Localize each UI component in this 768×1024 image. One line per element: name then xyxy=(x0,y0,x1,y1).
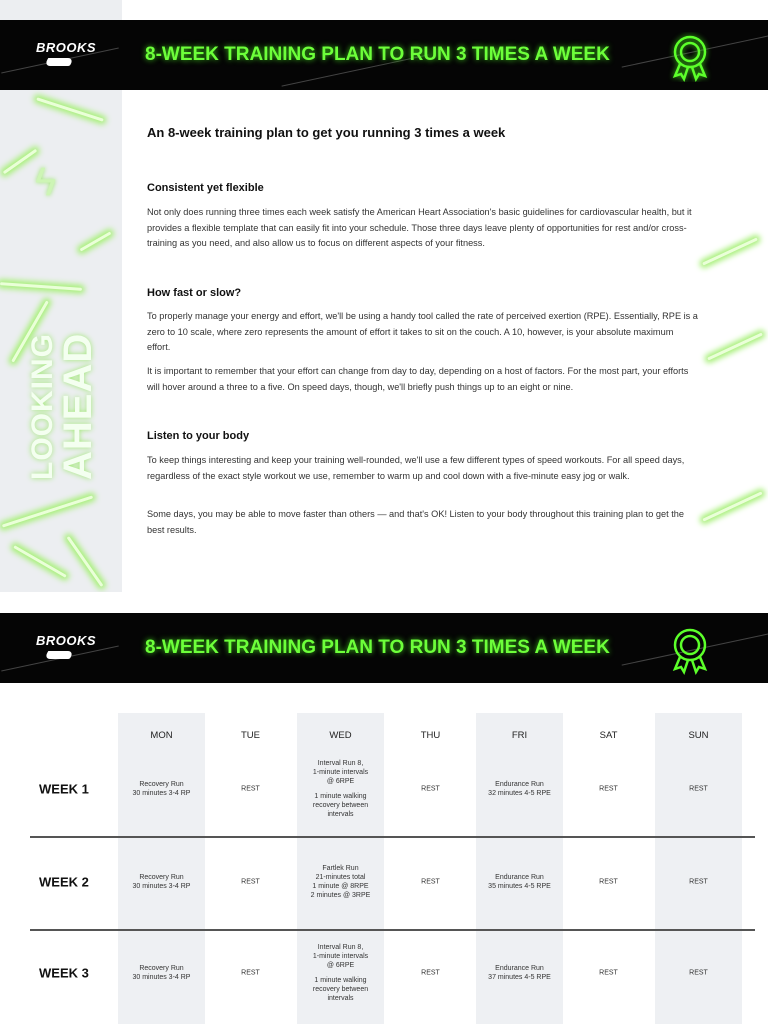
plan-cell xyxy=(118,964,205,982)
cell-line: Endurance Run xyxy=(495,965,544,972)
section-heading: How fast or slow? xyxy=(147,287,242,299)
plan-cell xyxy=(207,878,294,887)
cell-line: REST xyxy=(241,785,260,793)
cell-line: REST xyxy=(689,785,708,793)
day-header: FRI xyxy=(511,730,528,741)
training-plan-table xyxy=(0,683,768,1024)
row-divider xyxy=(30,929,755,931)
plan-cell xyxy=(476,873,563,891)
brooks-logo xyxy=(36,633,96,659)
cell-line: REST xyxy=(599,878,618,886)
day-header: THU xyxy=(420,730,441,741)
week-label: WEEK 1 xyxy=(39,781,89,797)
cell-line: 1 minute walking xyxy=(314,793,367,800)
cell-line: 30 minutes 3-4 RP xyxy=(132,790,191,797)
plan-cell xyxy=(655,969,742,978)
cell-line: 1-minute intervals xyxy=(312,953,369,960)
cell-line: REST xyxy=(689,878,708,886)
cell-line: Endurance Run xyxy=(495,781,544,788)
brand-name: BROOKS xyxy=(36,633,97,648)
cell-line: REST xyxy=(421,878,440,886)
looking-ahead-heading xyxy=(28,333,98,480)
cell-line: Interval Run 8, xyxy=(317,760,364,767)
banner-title: 8-WEEK TRAINING PLAN TO RUN 3 TIMES A WEEK xyxy=(145,44,610,65)
award-ribbon-icon xyxy=(668,32,712,82)
ahead-text: AHEAD xyxy=(56,332,100,480)
looking-text: LOOKING xyxy=(26,333,59,480)
cell-line: 1 minute walking xyxy=(314,977,367,984)
cell-line: 1 minute @ 8RPE xyxy=(312,883,369,890)
plan-cell xyxy=(118,873,205,891)
plan-cell xyxy=(565,785,652,794)
cell-line: @ 6RPE xyxy=(326,962,355,969)
cell-line: REST xyxy=(599,969,618,977)
cell-line: REST xyxy=(689,969,708,977)
plan-cell xyxy=(565,878,652,887)
plan-cell xyxy=(387,969,474,978)
cell-line: REST xyxy=(421,969,440,977)
plan-cell xyxy=(297,943,384,1003)
header-banner xyxy=(0,20,768,90)
page-gap xyxy=(0,592,768,613)
cell-line: 32 minutes 4-5 RPE xyxy=(488,790,551,797)
section-heading: Listen to your body xyxy=(147,430,250,442)
cell-line: 2 minutes @ 3RPE xyxy=(310,892,371,899)
row-divider xyxy=(30,836,755,838)
cell-line: recovery between xyxy=(312,986,369,993)
logo-swoosh-icon xyxy=(44,58,75,66)
cell-line: REST xyxy=(599,785,618,793)
paragraph: Not only does running three times each week satisfy the American Heart Association's basic guidelines for cardiovascular health, but it provides a flexible template that can easily fit into your schedule. Those three days leave plenty of opportunities for rest and/or cross-training as you need, and also allow us to focus on different aspects of your fitness. xyxy=(147,207,692,248)
plan-cell xyxy=(118,780,205,798)
plan-cell xyxy=(207,969,294,978)
brand-name: BROOKS xyxy=(36,40,97,55)
day-header: SUN xyxy=(688,730,709,741)
paragraph: To keep things interesting and keep your training well-rounded, we'll use a few different types of speed workouts. For all speed days, regardless of the exact style workout we use, remember to warm up and cool down with a five-minute easy jog or walk. xyxy=(147,455,685,481)
cell-line: recovery between xyxy=(312,802,369,809)
day-header: WED xyxy=(329,730,352,741)
plan-cell xyxy=(387,878,474,887)
cell-line: 21-minutes total xyxy=(315,874,366,881)
cell-line: REST xyxy=(421,785,440,793)
article-title: An 8-week training plan to get you running 3 times a week xyxy=(147,125,506,140)
cell-line: REST xyxy=(241,969,260,977)
cell-line: 1-minute intervals xyxy=(312,769,369,776)
week-label: WEEK 2 xyxy=(39,874,89,890)
plan-cell xyxy=(476,964,563,982)
brooks-logo xyxy=(36,40,96,66)
cell-line: 30 minutes 3-4 RP xyxy=(132,883,191,890)
plan-cell xyxy=(207,785,294,794)
plan-cell xyxy=(297,864,384,900)
cell-line: Recovery Run xyxy=(139,781,184,788)
section-heading: Consistent yet flexible xyxy=(147,182,264,194)
logo-swoosh-icon xyxy=(44,651,75,659)
cell-line: Recovery Run xyxy=(139,965,184,972)
paragraph: To properly manage your energy and effort, we'll be using a handy tool called the rate of perceived exertion (RPE). Essentially, RPE is a zero to 10 scale, where zero represents the amount of effort it takes to sit on the couch. A 10, however, is your absolute maximum effort. xyxy=(147,311,698,352)
plan-cell xyxy=(655,878,742,887)
award-ribbon-icon xyxy=(668,625,712,675)
paragraph: It is important to remember that your effort can change from day to day, depending on a host of factors. For the most part, your efforts will hover around a three to a five. On speed days, though, we'll briefly push things up to an eight or nine. xyxy=(147,366,689,392)
plan-cell xyxy=(655,785,742,794)
header-banner-2 xyxy=(0,613,768,683)
plan-cell xyxy=(565,969,652,978)
cell-line: REST xyxy=(241,878,260,886)
week-label: WEEK 3 xyxy=(39,965,89,981)
cell-line: intervals xyxy=(327,811,354,818)
paragraph: Some days, you may be able to move faster than others — and that's OK! Listen to your body throughout this training plan to get the best results. xyxy=(147,509,684,535)
lightning-bolt-icon: ϟ xyxy=(35,160,57,204)
day-header: SAT xyxy=(599,730,618,741)
cell-line: 30 minutes 3-4 RP xyxy=(132,974,191,981)
cell-line: Endurance Run xyxy=(495,874,544,881)
banner-title: 8-WEEK TRAINING PLAN TO RUN 3 TIMES A WEEK xyxy=(145,637,610,658)
cell-line: Fartlek Run xyxy=(322,865,359,872)
plan-cell xyxy=(297,759,384,819)
cell-line: Recovery Run xyxy=(139,874,184,881)
cell-line: 37 minutes 4-5 RPE xyxy=(488,974,551,981)
plan-cell xyxy=(387,785,474,794)
cell-line: @ 6RPE xyxy=(326,778,355,785)
day-header: MON xyxy=(150,730,173,741)
cell-line: 35 minutes 4-5 RPE xyxy=(488,883,551,890)
cell-line: intervals xyxy=(327,995,354,1002)
day-header: TUE xyxy=(241,730,260,741)
plan-cell xyxy=(476,780,563,798)
cell-line: Interval Run 8, xyxy=(317,944,364,951)
